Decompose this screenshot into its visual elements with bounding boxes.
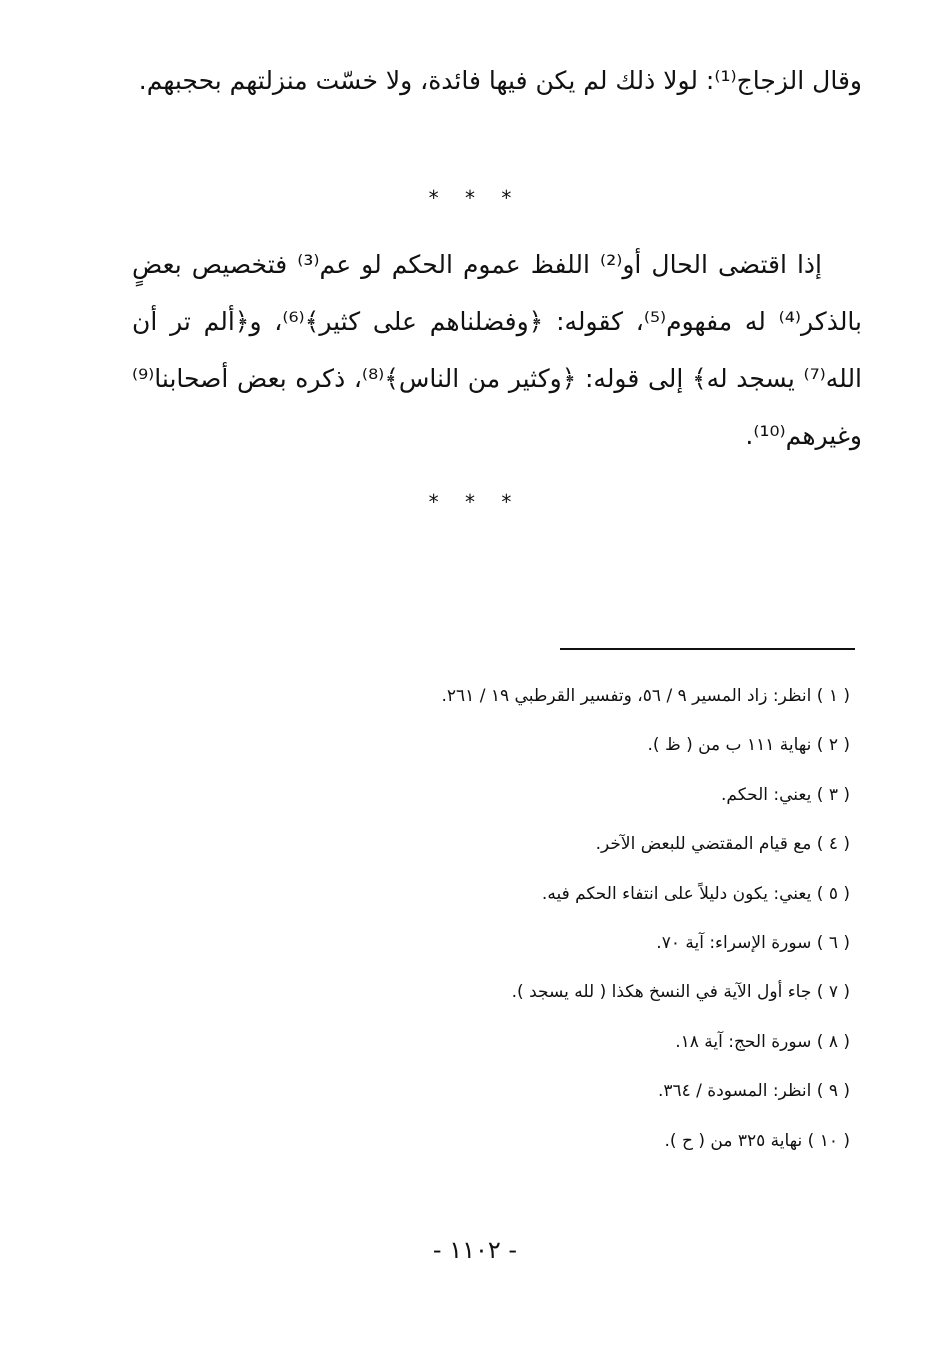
body-paragraph-2: إذا اقتضى الحال أو⁽²⁾ اللفظ عموم الحكم لو عم⁽³⁾ فتخصيص بعضٍ بالذكر⁽⁴⁾ له مفهوم⁽⁵⁾، كقوله: ﴿وفضلناهم على كثير﴾⁽⁶⁾، و﴿ألم تر أن الله⁽⁷⁾ يسجد له﴾ إلى قوله: ﴿وكثير من الناس﴾⁽⁸⁾، ذكره بعض أصحابنا⁽⁹⁾ وغيرهم⁽¹⁰⁾.: [132, 250, 863, 450]
footnotes-list: [170, 672, 850, 1166]
footnote-1: ( ١ ) انظر: زاد المسير ٩ / ٥٦، وتفسير القرطبي ١٩ / ٢٦١.: [441, 686, 850, 706]
footnote-4: ( ٤ ) مع قيام المقتضي للبعض الآخر.: [595, 834, 850, 855]
footnote-8: ( ٨ ) سورة الحج: آية ١٨.: [675, 1031, 850, 1052]
page-number: - ١١٠٢ -: [432, 1236, 518, 1264]
footnote-9: ( ٩ ) انظر: المسودة / ٣٦٤.: [657, 1081, 850, 1102]
footnote-10: ( ١٠ ) نهاية ٣٢٥ من ( ح ).: [664, 1130, 850, 1151]
section-separator-1: * * *: [428, 186, 522, 210]
section-separator-2: * * *: [428, 490, 522, 514]
footnote-5: ( ٥ ) يعني: يكون دليلاً على انتفاء الحكم فيه.: [541, 883, 850, 904]
body-paragraph-1: وقال الزجاج⁽¹⁾: لولا ذلك لم يكن فيها فائدة، ولا خسّت منزلتهم بحجبهم.: [138, 66, 862, 95]
footnote-7: ( ٧ ) جاء أول الآية في النسخ هكذا ( لله يسجد ).: [511, 982, 850, 1003]
footnote-3: ( ٣ ) يعني: الحكم.: [721, 784, 850, 805]
footnote-6: ( ٦ ) سورة الإسراء: آية ٧٠.: [656, 932, 850, 953]
footnote-2: ( ٢ ) نهاية ١١١ ب من ( ظ ).: [647, 735, 850, 756]
footnote-divider: [560, 648, 855, 650]
